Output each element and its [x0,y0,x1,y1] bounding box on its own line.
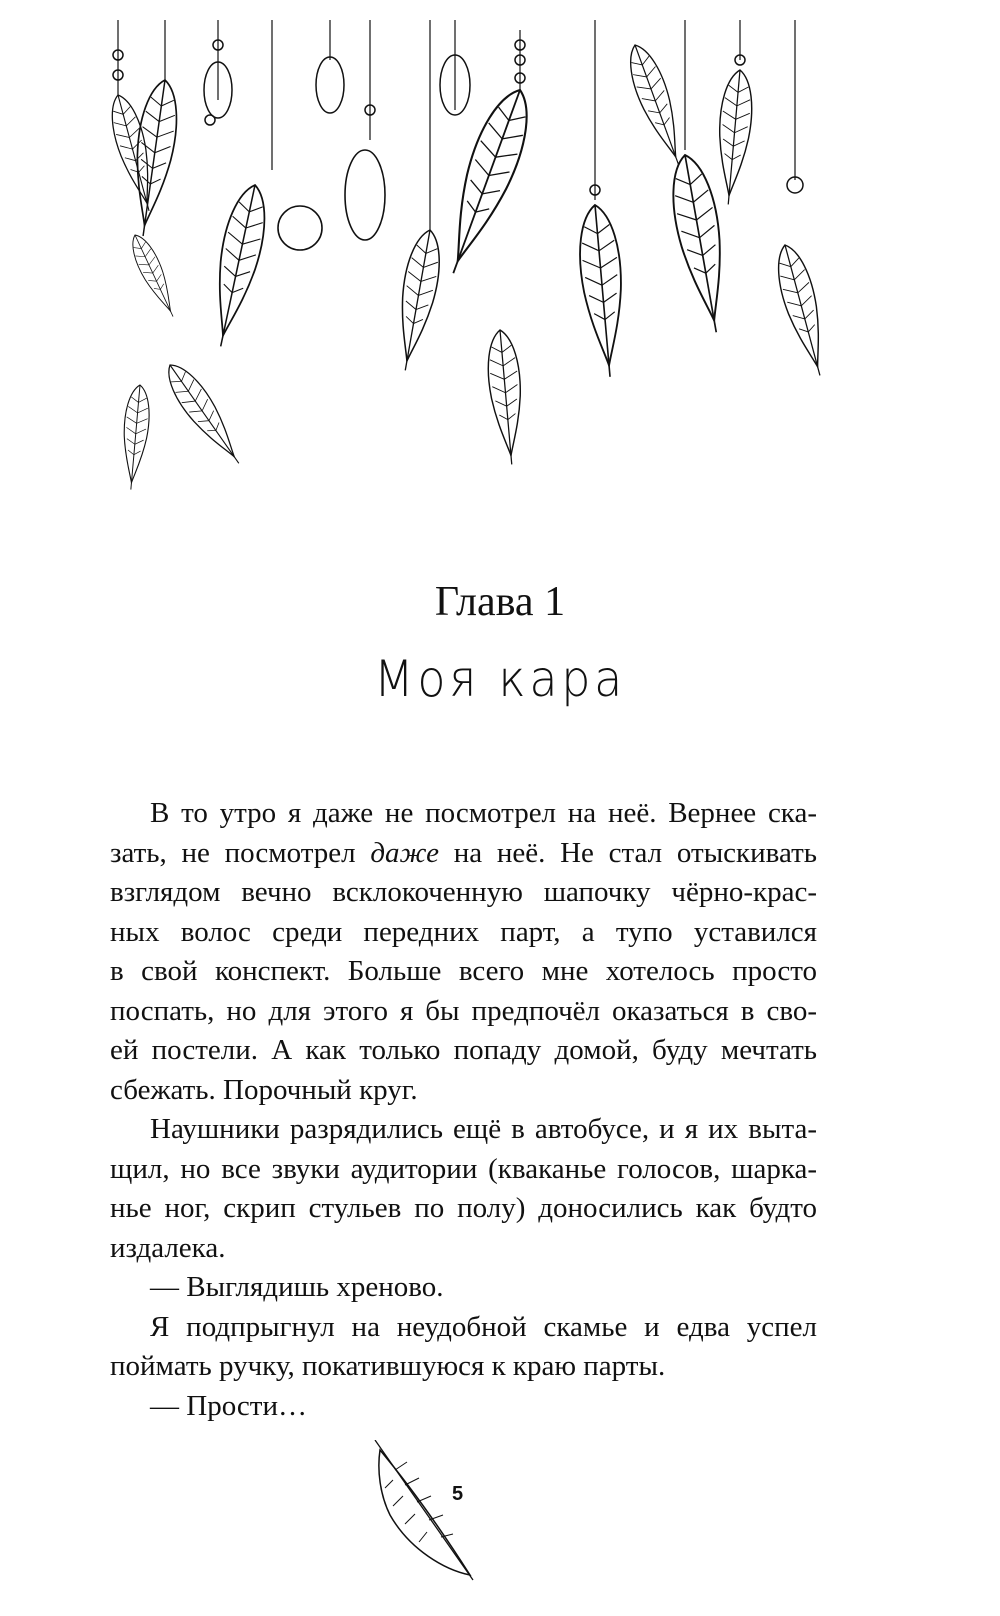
chapter-body [110,794,817,1426]
feather-strand [119,384,152,491]
text-line: ей постели. А как только попаду домой, буду мечтать [110,1034,817,1066]
feather-strand [126,231,183,321]
feather-strand [770,20,835,379]
text-line [110,834,817,874]
feather-strand [485,329,528,466]
feather-strand [575,20,629,379]
text-line: в свой конспект. Больше всего мне хотелось просто [110,955,817,987]
text-line: ных волос среди передних парт, а тупо уставился [110,915,817,948]
feather-strand [202,20,322,350]
text-line: взглядом вечно всклокоченную шапочку чёрно-крас- [110,876,817,908]
feather-strand [389,20,446,373]
feather-strand [159,357,250,471]
text-line: издалека. [110,1231,226,1264]
feather-strand [204,20,232,125]
chapter-number: Глава 1 [434,579,566,625]
text-line: щил, но все звуки аудитории (кваканье голосов, шарка- [110,1152,817,1185]
text-line: В то утро я даже не посмотрел на неё. Вернее ска- [150,797,817,829]
feather-strand [345,20,385,240]
feather-strand [440,20,470,115]
text-line: Наушники разрядились ещё в автобусе, и я их выта- [150,1113,817,1145]
chapter-title: Моя кара [373,650,626,708]
dialogue-line: — Прости… [150,1389,307,1422]
feather-strand [621,40,692,170]
hanging-feathers-illustration [0,0,1000,520]
text-fragment: на неё. Не стал отыскивать [438,836,817,869]
text-line: сбежать. Порочный круг. [110,1073,418,1106]
text-line: поспать, но для этого я бы предпочёл оказаться в сво- [110,994,817,1027]
feather-strand [125,20,183,238]
text-line: нье ног, скрип стульев по полу) доносились как будто [110,1192,817,1224]
text-line: поймать ручку, покатившуюся к краю парты. [110,1350,666,1382]
feather-strand [316,20,344,113]
text-fragment: зать, не посмотрел [110,836,371,869]
feather-illustration [365,1440,485,1590]
feather-strand [432,30,541,281]
dialogue-line: — Выглядишь хреново. [150,1271,444,1303]
text-line: Я подпрыгнул на неудобной скамье и едва успел [150,1310,817,1343]
emphasis-text: даже [370,836,439,869]
page-number: 5 [452,1483,464,1505]
feather-strand [713,20,756,206]
